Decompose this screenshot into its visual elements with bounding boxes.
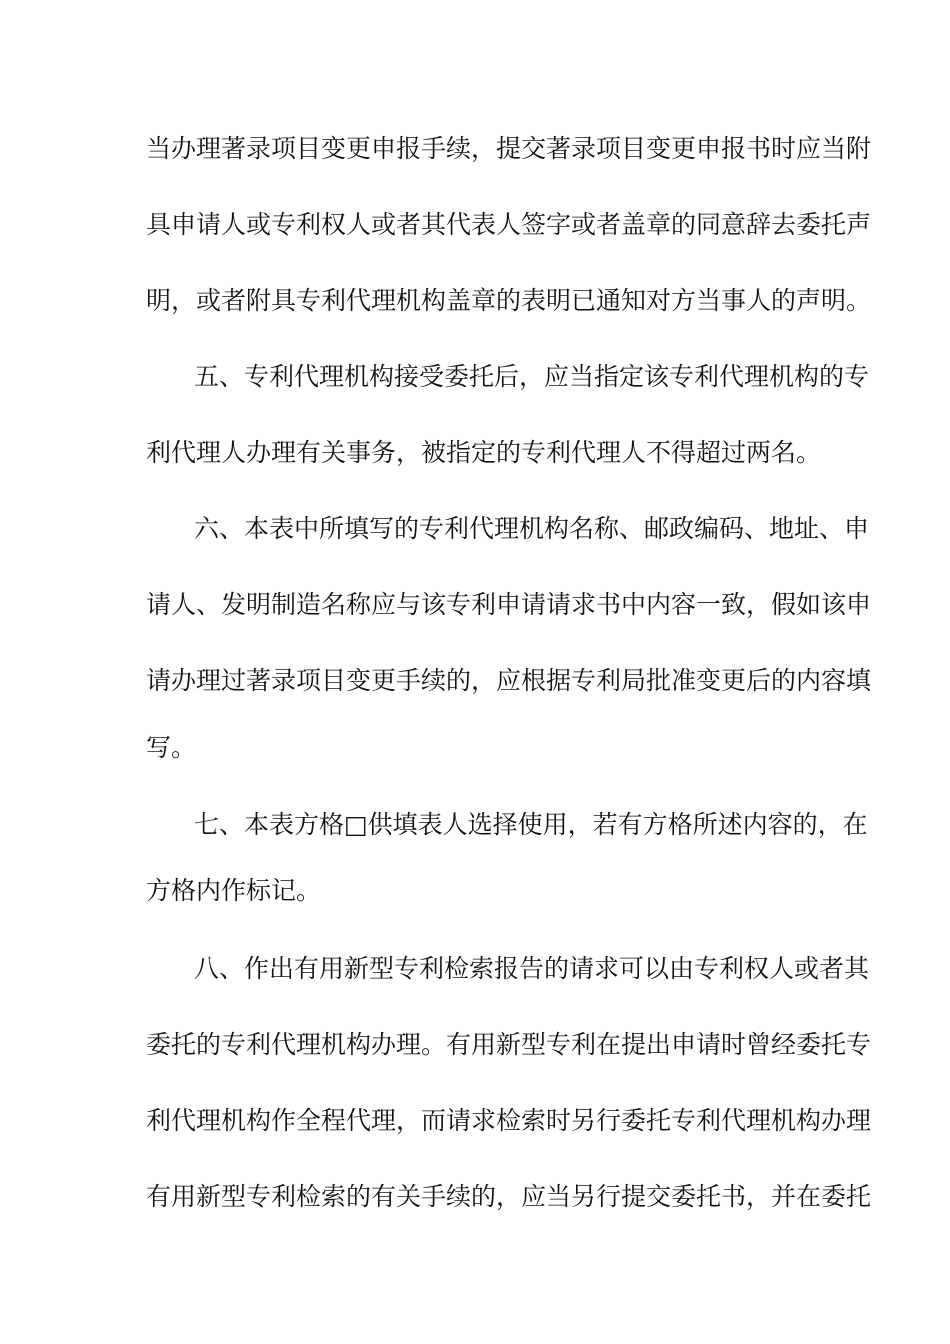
paragraph-line: 明，或者附具专利代理机构盖章的表明已通知对方当事人的声明。 xyxy=(146,286,872,315)
paragraph-line: 七、本表方格□供填表人选择使用，若有方格所述内容的，在 xyxy=(194,810,868,839)
paragraph-line: 方格内作标记。 xyxy=(146,876,322,905)
paragraph-line: 八、作出有用新型专利检索报告的请求可以由专利权人或者其 xyxy=(194,954,870,983)
paragraph-line: 利代理人办理有关事务，被指定的专利代理人不得超过两名。 xyxy=(146,438,822,467)
paragraph-line: 委托的专利代理机构办理。有用新型专利在提出申请时曾经委托专 xyxy=(146,1030,872,1059)
paragraph-line: 具申请人或专利权人或者其代表人签字或者盖章的同意辞去委托声 xyxy=(146,210,872,239)
paragraph-line: 有用新型专利检索的有关手续的，应当另行提交委托书，并在委托 xyxy=(146,1182,872,1211)
paragraph-line: 请人、发明制造名称应与该专利申请请求书中内容一致，假如该申 xyxy=(146,590,872,619)
paragraph-line: 六、本表中所填写的专利代理机构名称、邮政编码、地址、申 xyxy=(194,514,870,543)
paragraph-line: 写。 xyxy=(146,733,197,762)
paragraph-line: 请办理过著录项目变更手续的，应根据专利局批准变更后的内容填 xyxy=(146,666,872,695)
paragraph-line: 五、专利代理机构接受委托后，应当指定该专利代理机构的专 xyxy=(194,362,870,391)
paragraph-line: 当办理著录项目变更申报手续，提交著录项目变更申报书时应当附 xyxy=(146,134,872,163)
paragraph-line: 利代理机构作全程代理，而请求检索时另行委托专利代理机构办理 xyxy=(146,1106,872,1135)
